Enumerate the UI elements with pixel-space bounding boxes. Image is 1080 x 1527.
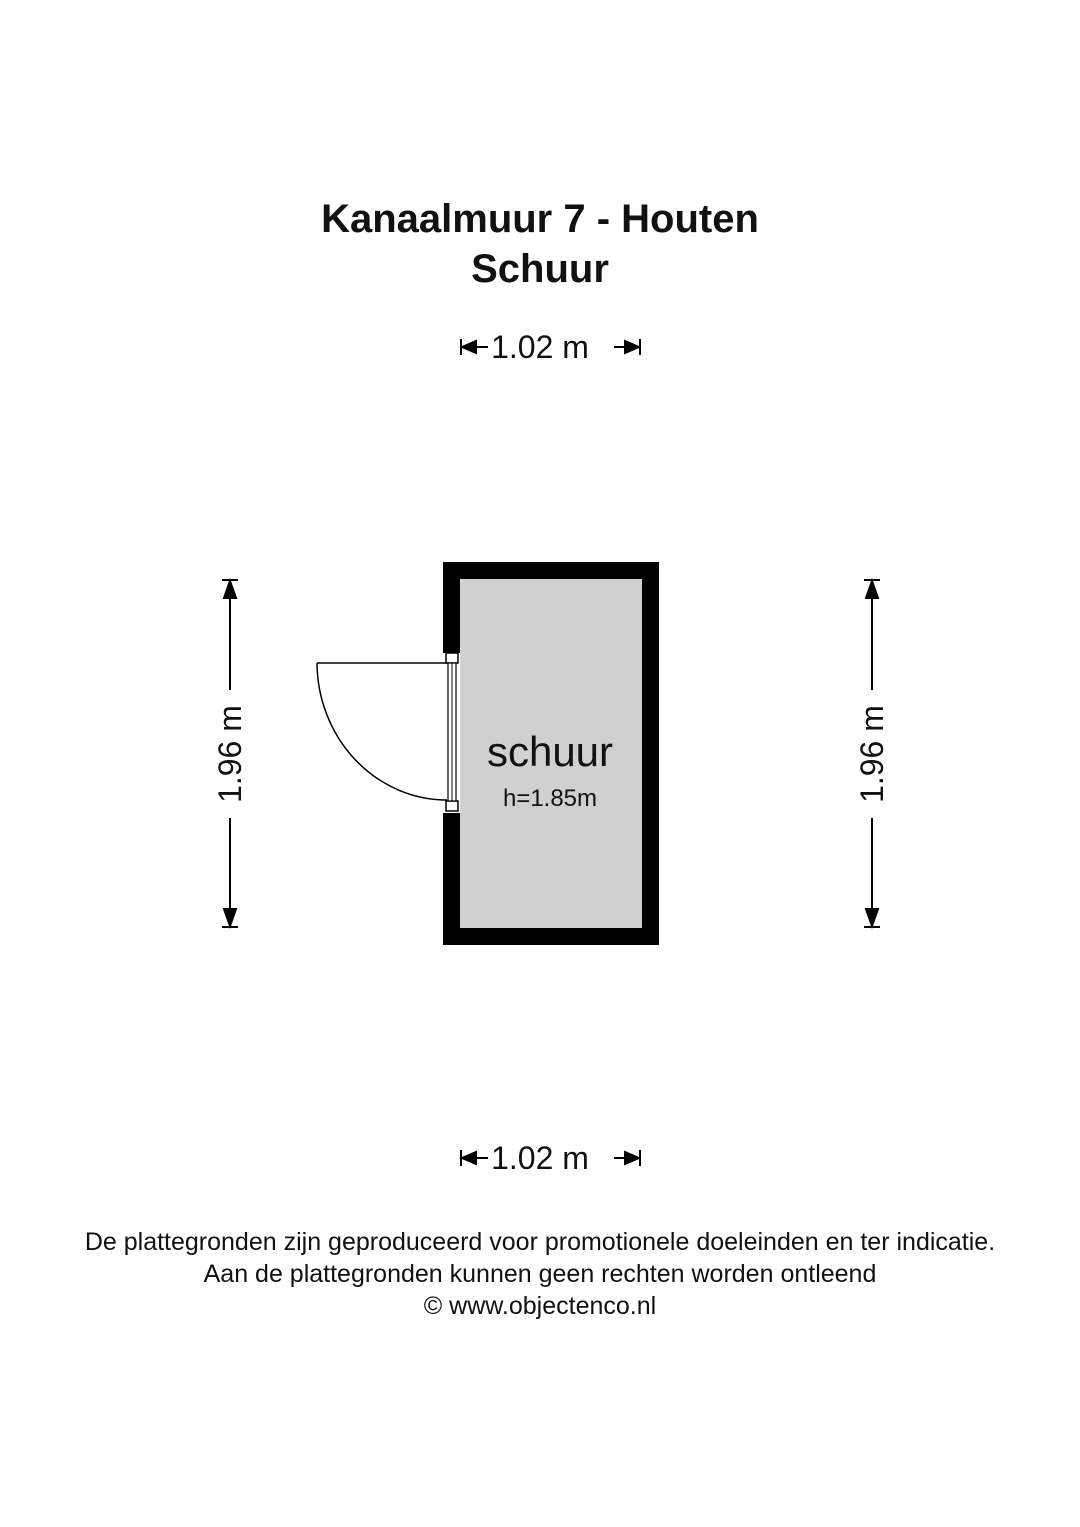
room-name: schuur: [486, 728, 614, 775]
disclaimer-line-1: De plattegronden zijn geproduceerd voor promotionele doeleinden en ter indicatie.: [84, 1228, 996, 1256]
bottom-width-label: 1.02 m: [491, 1140, 589, 1176]
top-width-label: 1.02 m: [491, 329, 589, 365]
left-height-label: 1.96 m: [212, 705, 248, 803]
door-frame-top: [446, 653, 458, 663]
right-height-label: 1.96 m: [854, 705, 890, 803]
plan-title: Kanaalmuur 7 - Houten: [321, 197, 759, 241]
copyright-line: © www.objectenco.nl: [423, 1292, 657, 1320]
room-height: h=1.85m: [502, 785, 598, 812]
plan-subtitle: Schuur: [471, 247, 609, 291]
door-swing-arc: [317, 663, 447, 800]
disclaimer-line-2: Aan de plattegronden kunnen geen rechten worden ontleend: [203, 1260, 877, 1288]
